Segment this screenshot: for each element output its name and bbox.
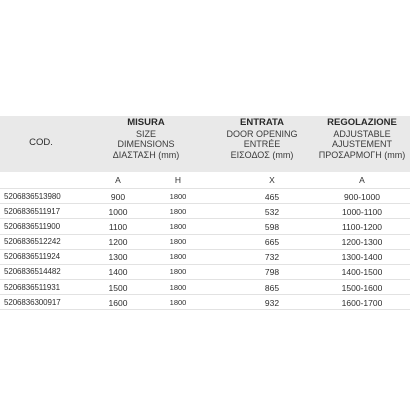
- cell-a: 1000: [108, 206, 128, 217]
- header-misura-line4: ΔΙΑΣΤΑΣΗ (mm): [112, 149, 180, 160]
- cell-h: 1800: [169, 191, 187, 201]
- table-row: [0, 294, 410, 309]
- cell-h: 1800: [169, 206, 187, 216]
- header-misura: [96, 118, 196, 160]
- header-regolazione-line2: ADJUSTABLE: [333, 128, 391, 139]
- table-row: [0, 188, 410, 203]
- table-row: [0, 218, 410, 233]
- header-regolazione: [312, 118, 410, 160]
- table-subheader: [0, 172, 410, 188]
- header-misura-line2: SIZE: [135, 128, 156, 139]
- cell-a: 1100: [108, 221, 128, 232]
- cell-a: 1300: [108, 252, 128, 263]
- cell-x: 665: [264, 237, 280, 248]
- cell-a: 1200: [108, 237, 128, 248]
- table-row: [0, 203, 410, 218]
- cell-a: 1400: [108, 267, 128, 278]
- cell-cod: 5206836300917: [4, 297, 61, 307]
- cell-cod: 5206836513980: [4, 191, 61, 201]
- cell-h: 1800: [169, 297, 187, 307]
- cell-x: 865: [264, 282, 280, 293]
- subheader-x: X: [269, 175, 275, 185]
- cell-cod: 5206836511931: [4, 282, 60, 292]
- cell-regolazione: 1000-1100: [341, 206, 383, 217]
- cell-a: 1600: [108, 297, 128, 308]
- table-row: [0, 279, 410, 294]
- header-entrata: [212, 118, 312, 160]
- header-entrata-line4: ΕΙΣΟΔΟΣ (mm): [230, 149, 294, 160]
- cell-h: 1800: [169, 221, 187, 231]
- cell-x: 465: [264, 191, 280, 202]
- cell-a: 1500: [108, 282, 128, 293]
- cell-regolazione: 1500-1600: [341, 282, 383, 293]
- cell-cod: 5206836511917: [4, 206, 60, 216]
- header-entrata-line2: DOOR OPENING: [226, 128, 298, 139]
- cell-x: 532: [264, 206, 280, 217]
- cell-cod: 5206836511924: [4, 252, 60, 262]
- cell-h: 1800: [169, 237, 187, 247]
- header-misura-title: MISURA: [127, 117, 165, 128]
- cell-regolazione: 1200-1300: [341, 237, 383, 248]
- header-misura-line3: DIMENSIONS: [117, 139, 175, 149]
- cell-regolazione: 1100-1200: [341, 221, 383, 232]
- header-regolazione-line3: AJUSTEMENT: [331, 139, 392, 149]
- cell-x: 932: [264, 297, 280, 308]
- cell-x: 598: [264, 221, 280, 232]
- cell-cod: 5206836514482: [4, 267, 61, 277]
- header-regolazione-line4: ΠΡΟΣΑΡΜΟΓΗ (mm): [318, 149, 406, 160]
- cell-cod: 5206836512242: [4, 237, 61, 247]
- table-row: [0, 234, 410, 249]
- cell-regolazione: 900-1000: [344, 191, 380, 202]
- cell-x: 732: [264, 252, 280, 263]
- subheader-h: H: [174, 175, 182, 185]
- cell-a: 900: [110, 191, 126, 202]
- header-cod: COD.: [29, 137, 53, 148]
- cell-x: 798: [264, 267, 280, 278]
- cell-h: 1800: [169, 267, 187, 277]
- subheader-a: A: [115, 175, 121, 185]
- table-body: [0, 188, 410, 310]
- subheader-reg: A: [359, 175, 365, 185]
- header-entrata-line3: ENTRÉE: [243, 139, 281, 149]
- table-header: [0, 116, 410, 172]
- table-row: [0, 249, 410, 264]
- cell-regolazione: 1300-1400: [341, 252, 383, 263]
- spec-table: [0, 116, 410, 310]
- cell-cod: 5206836511900: [4, 221, 60, 231]
- header-regolazione-title: REGOLAZIONE: [327, 117, 397, 128]
- cell-h: 1800: [169, 282, 187, 292]
- cell-regolazione: 1600-1700: [341, 297, 383, 308]
- header-entrata-title: ENTRATA: [240, 117, 284, 128]
- cell-regolazione: 1400-1500: [341, 267, 383, 278]
- cell-h: 1800: [169, 252, 187, 262]
- table-row: [0, 264, 410, 279]
